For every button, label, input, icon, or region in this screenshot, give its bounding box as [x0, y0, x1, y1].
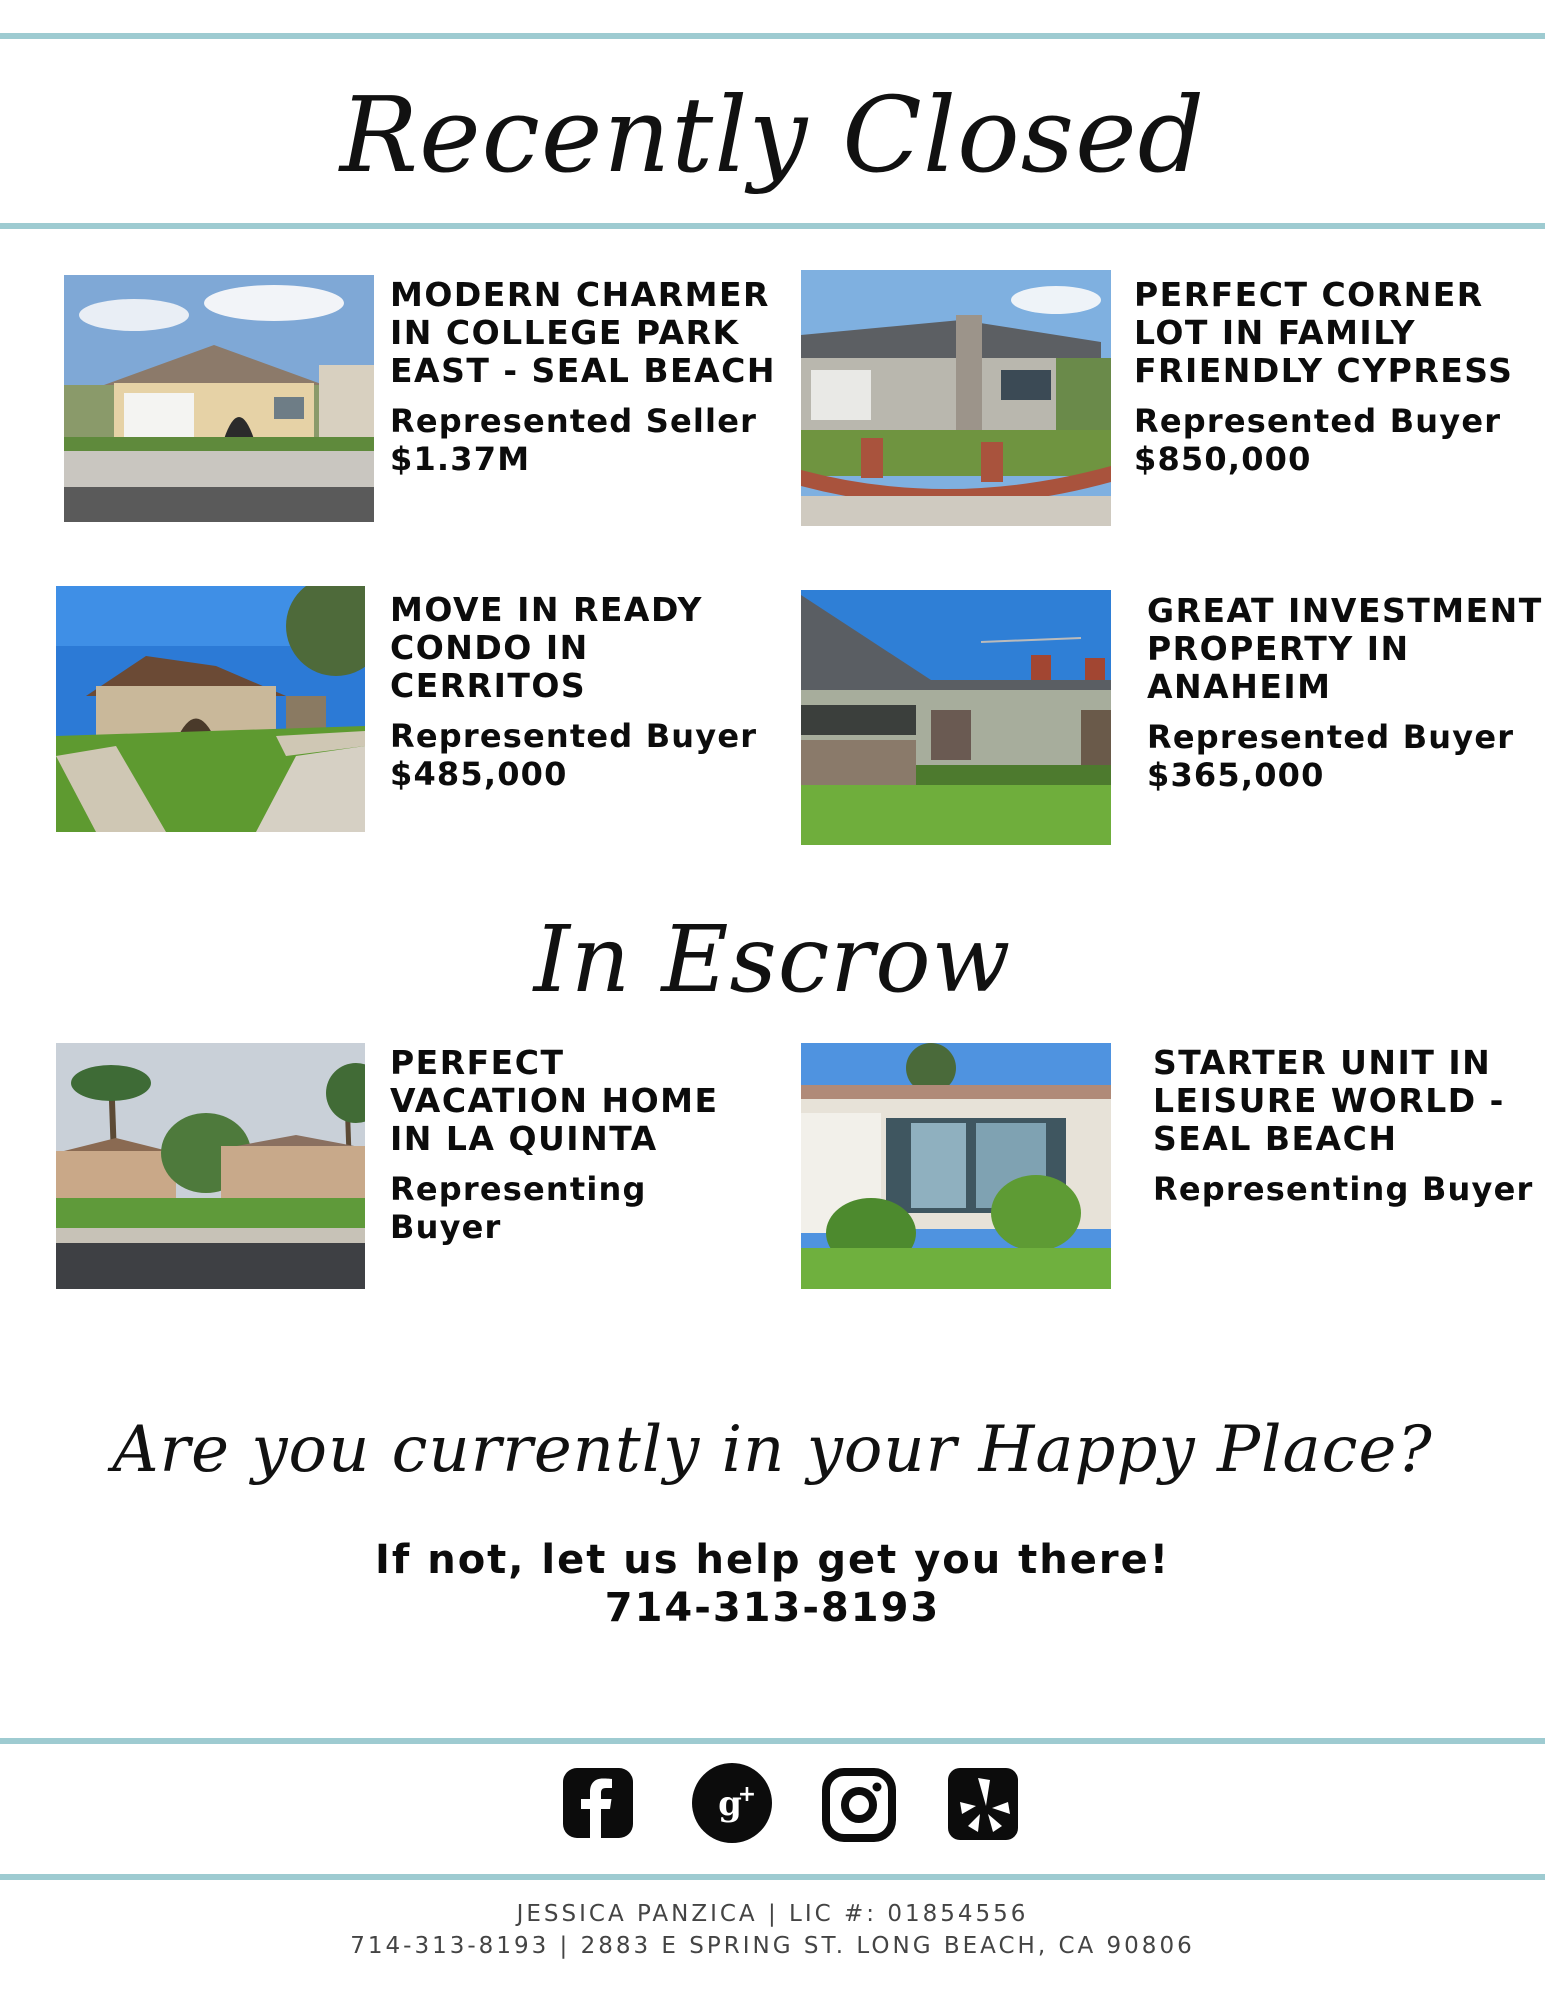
top-divider [0, 33, 1545, 39]
cta-line: If not, let us help get you there! [375, 1537, 1170, 1583]
cta-phone[interactable]: 714-313-8193 [604, 1585, 941, 1631]
listing-title: PERFECT VACATION HOME IN LA QUINTA [390, 1043, 719, 1158]
happy-place-question: Are you currently in your Happy Place? [112, 1413, 1433, 1487]
listing-representation: Represented Buyer [390, 717, 758, 755]
instagram-icon [822, 1768, 896, 1842]
escrow-card-la-quinta [390, 1044, 770, 1246]
listing-card-seal-beach [390, 275, 776, 478]
social-top-divider [0, 1738, 1545, 1744]
listing-status [1147, 718, 1527, 794]
listing-status [1134, 402, 1514, 478]
agent-footer [0, 1898, 1545, 1962]
listing-representation: Representing [390, 1170, 647, 1208]
listing-photo-cerritos [56, 586, 365, 832]
listing-representation: Represented Seller [390, 402, 758, 440]
listing-representation-cont: Buyer [390, 1208, 502, 1246]
svg-text:+: + [737, 1782, 757, 1807]
yelp-link[interactable] [948, 1768, 1018, 1844]
call-to-action [0, 1536, 1545, 1632]
listing-representation: Represented Buyer [1147, 718, 1515, 756]
escrow-card-leisure-world [1153, 1044, 1533, 1208]
listing-price: $1.37M [390, 440, 531, 478]
listing-title: PERFECT CORNER LOT IN FAMILY FRIENDLY CYPRESS [1134, 275, 1514, 390]
svg-text:g: g [718, 1784, 742, 1824]
listing-photo-cypress [801, 270, 1111, 526]
facebook-icon [563, 1768, 633, 1838]
agent-contact: 714-313-8193 | 2883 E SPRING ST. LONG BEACH, CA 90806 [350, 1933, 1195, 1959]
instagram-link[interactable] [822, 1768, 896, 1846]
recently-closed-heading: Recently Closed [339, 74, 1206, 196]
in-escrow-heading: In Escrow [533, 906, 1012, 1013]
listing-card-anaheim [1147, 591, 1543, 794]
listing-title: MODERN CHARMER IN COLLEGE PARK EAST - SEAL BEACH [390, 275, 776, 390]
escrow-photo-la-quinta [56, 1043, 365, 1289]
listing-representation: Represented Buyer [1134, 402, 1502, 440]
escrow-photo-leisure-world [801, 1043, 1111, 1289]
listing-status [1153, 1170, 1533, 1208]
listing-status [390, 1170, 770, 1246]
listing-title: MOVE IN READY CONDO IN CERRITOS [390, 590, 703, 705]
listing-price: $485,000 [390, 755, 568, 793]
agent-license: JESSICA PANZICA | LIC #: 01854556 [516, 1901, 1029, 1927]
listing-photo-seal-beach [64, 275, 374, 522]
listing-card-cerritos [390, 591, 770, 793]
social-bottom-divider [0, 1874, 1545, 1880]
listing-status [390, 717, 770, 793]
listing-price: $850,000 [1134, 440, 1312, 478]
listing-card-cypress [1134, 276, 1514, 478]
google-plus-icon [691, 1762, 773, 1844]
listing-title: GREAT INVESTMENT PROPERTY IN ANAHEIM [1147, 591, 1543, 706]
facebook-link[interactable] [563, 1768, 633, 1842]
listing-representation: Representing Buyer [1153, 1170, 1534, 1208]
listing-title: STARTER UNIT IN LEISURE WORLD - SEAL BEACH [1153, 1043, 1505, 1158]
google-plus-link[interactable] [691, 1768, 773, 1848]
header-divider [0, 223, 1545, 229]
listing-photo-anaheim [801, 590, 1111, 845]
listing-status [390, 402, 770, 478]
yelp-icon [948, 1768, 1018, 1840]
listing-price: $365,000 [1147, 756, 1325, 794]
